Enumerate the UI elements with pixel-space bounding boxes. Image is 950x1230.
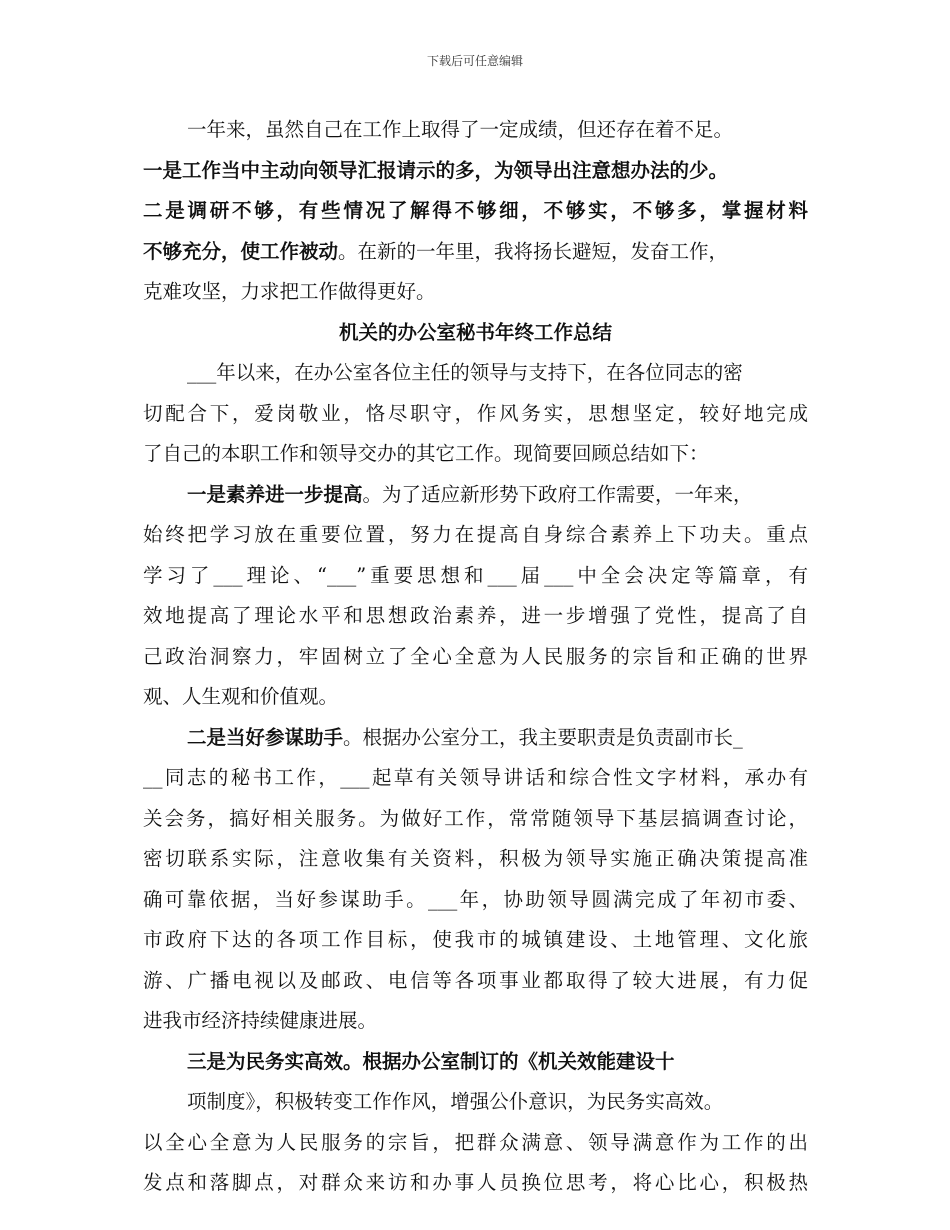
document-title: 机关的办公室秘书年终工作总结 bbox=[338, 320, 612, 344]
page-header-note: 下载后可任意编辑 bbox=[426, 54, 523, 68]
paragraph-line-bold: 二是调研不够，有些情况了解得不够细，不够实，不够多，掌握材料 bbox=[143, 199, 808, 222]
paragraph-line: 效地提高了理论水平和思想政治素养，进一步增强了党性，提高了自 bbox=[143, 604, 808, 627]
paragraph-line: 游、广播电视以及邮政、电信等各项事业都取得了较大进展，有力促 bbox=[143, 968, 808, 992]
paragraph-line: 己政治洞察力，牢固树立了全心全意为人民服务的宗旨和正确的世界 bbox=[143, 644, 808, 668]
paragraph-line: 观、人生观和价值观。 bbox=[143, 685, 339, 708]
paragraph-line: 了自己的本职工作和领导交办的其它工作。现简要回顾总结如下： bbox=[143, 442, 709, 465]
bold-phrase: 不够充分，使工作被动 bbox=[143, 239, 339, 263]
paragraph-line-bold: 一是工作当中主动向领导汇报请示的多，为领导出注意想办法的少。 bbox=[143, 158, 729, 182]
paragraph-line: 学习了___理论、“___”重要思想和___届___中全会决定等篇章，有 bbox=[143, 563, 808, 587]
paragraph-line bbox=[143, 475, 808, 516]
paragraph-line: 以全心全意为人民服务的宗旨，把群众满意、领导满意作为工作的出 bbox=[143, 1130, 808, 1154]
text-run: 。根据办公室分工，我主要职责是负责副市长_ bbox=[343, 725, 743, 749]
document-body bbox=[143, 110, 808, 1204]
paragraph-line: 项制度》，积极转变工作作风，增强公仆意识，为民务实高效。 bbox=[187, 1090, 724, 1113]
paragraph-line: __同志的秘书工作，___起草有关领导讲话和综合性文字材料，承办有 bbox=[143, 766, 808, 789]
paragraph-line bbox=[143, 232, 808, 273]
paragraph-line bbox=[143, 718, 808, 759]
paragraph-line: ___年以来，在办公室各位主任的领导与支持下，在各位同志的密 bbox=[187, 361, 743, 384]
paragraph-line: 密切联系实际，注意收集有关资料，积极为领导实施正确决策提高准 bbox=[143, 847, 808, 870]
paragraph-line: 始终把学习放在重要位置，努力在提高自身综合素养上下功夫。重点 bbox=[143, 523, 808, 546]
text-run: 。在新的一年里，我将扬长避短，发奋工作， bbox=[338, 239, 729, 263]
paragraph-line: 市政府下达的各项工作目标，使我市的城镇建设、土地管理、文化旅 bbox=[143, 928, 808, 951]
paragraph-line: 关会务，搞好相关服务。为做好工作，常常随领导下基层搞调查讨论， bbox=[143, 806, 808, 830]
paragraph-line: 切配合下，爱岗敬业，恪尽职守，作风务实，思想坚定，较好地完成 bbox=[143, 401, 808, 425]
bold-phrase: 二是当好参谋助手 bbox=[187, 725, 344, 749]
paragraph-line-bold: 三是为民务实高效。根据办公室制订的《机关效能建设十 bbox=[187, 1049, 675, 1073]
text-run: 。为了适应新形势下政府工作需要，一年来， bbox=[362, 482, 753, 506]
paragraph-line: 进我市经济持续健康进展。 bbox=[143, 1009, 378, 1032]
paragraph-line: 一年来，虽然自己在工作上取得了一定成绩，但还存在着不足。 bbox=[187, 118, 734, 141]
paragraph-line: 发点和落脚点，对群众来访和办事人员换位思考，将心比心，积极热 bbox=[143, 1171, 808, 1194]
paragraph-line: 确可靠依据，当好参谋助手。___年，协助领导圆满完成了年初市委、 bbox=[143, 887, 808, 911]
bold-phrase: 一是素养进一步提高 bbox=[187, 482, 363, 506]
paragraph-line: 克难攻坚，力求把工作做得更好。 bbox=[143, 280, 436, 303]
